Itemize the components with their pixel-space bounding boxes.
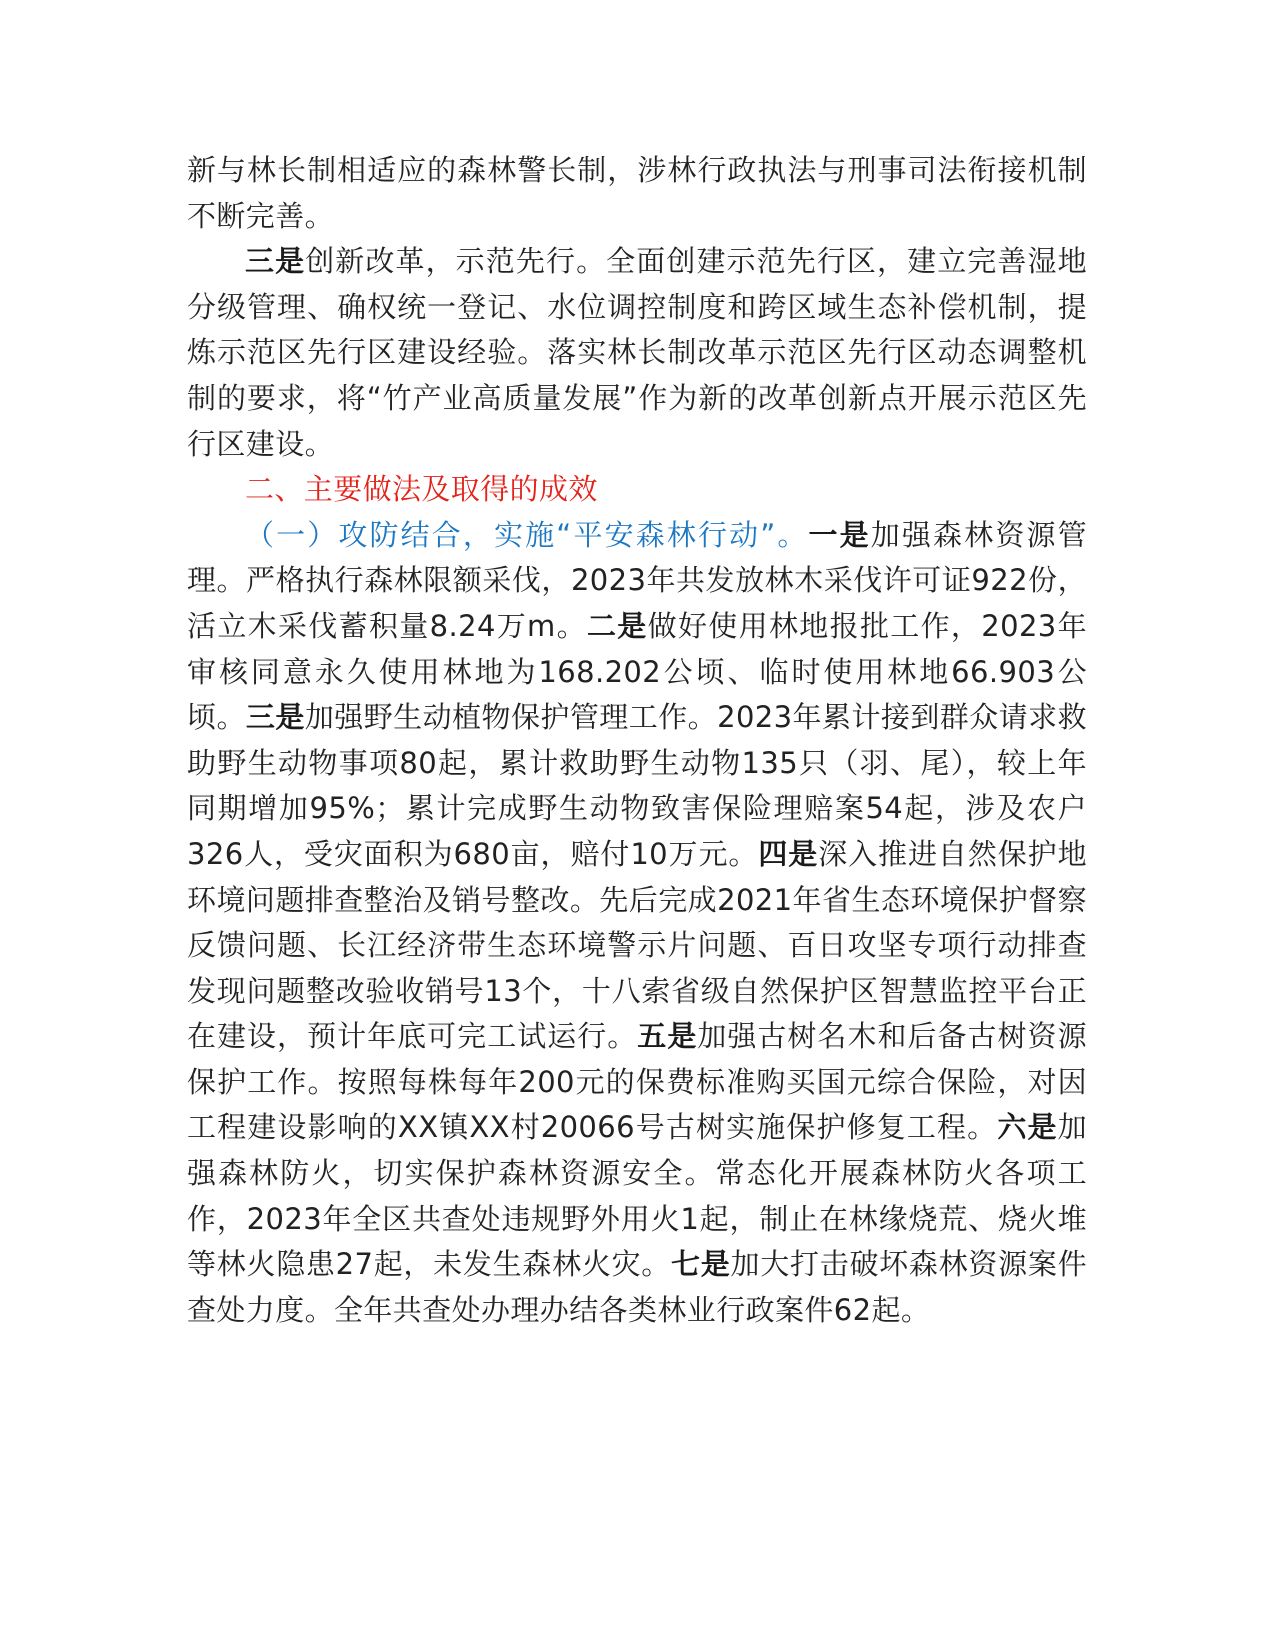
measure-6-text: 加强森林防火，切实保护森林资源安全。常态化开展森林防火各项工作，2023年全区共查处违规野外用火1起，制止在林缘烧荒、烧火堆等林火隐患27起，未发生森林火灾。 [187,1110,1087,1282]
bold-lead-san-shi-2: 三是 [245,700,305,735]
measure-2-text: 做好使用林地报批工作，2023年审核同意永久使用林地为168.202公顷、临时使用林地66.903公顷。 [187,608,1087,735]
bold-lead-yi-shi: 一是 [808,517,871,552]
bold-lead-er-shi: 二是 [586,608,648,643]
measure-3-text: 加强野生动植物保护管理工作。2023年累计接到群众请求救助野生动物事项80起，累计救助野生动物135只（羽、尾），较上年同期增加95%；累计完成野生动物致害保险理赔案54起，涉及农户326人，受灾面积为680亩，赔付10万元。 [187,700,1087,871]
section-heading: 二、主要做法及取得的成效 [245,472,598,507]
document-body [187,148,1087,1333]
paragraph-text: 创新改革，示范先行。全面创建示范先行区，建立完善湿地分级管理、确权统一登记、水位调控制度和跨区域生态补偿机制，提炼示范区先行区建设经验。落实林长制改革示范区先行区动态调整机制的要求，将“竹产业高质量发展”作为新的改革创新点开展示范区先行区建设。 [187,244,1087,461]
paragraph-measures [187,513,1087,1334]
bold-lead-san-shi: 三是 [245,244,306,279]
paragraph-text: 新与林长制相适应的森林警长制，涉林行政执法与刑事司法衔接机制不断完善。 [187,153,1087,233]
bold-lead-si-shi: 四是 [758,836,819,871]
measure-1-text: 加强森林资源管理。严格执行森林限额采伐，2023年共发放林木采伐许可证922份，活立木采伐蓄积量8.24万m。 [187,517,1087,643]
measure-7-text: 加大打击破坏森林资源案件查处力度。全年共查处办理办结各类林业行政案件62起。 [187,1247,1087,1327]
bold-lead-qi-shi: 七是 [671,1247,731,1282]
measure-4-text: 深入推进自然保护地环境问题排查整治及销号整改。先后完成2021年省生态环境保护督察反馈问题、长江经济带生态环境警示片问题、百日攻坚专项行动排查发现问题整改验收销号13个，十八索省级自然保护区智慧监控平台正在建设，预计年底可完工试运行。 [187,836,1088,1054]
subsection-heading: （一）攻防结合，实施“平安森林行动”。 [245,517,809,552]
paragraph-continuation [187,148,1087,239]
bold-lead-liu-shi: 六是 [997,1110,1058,1145]
bold-lead-wu-shi: 五是 [637,1019,698,1054]
paragraph-reform [187,239,1087,467]
measure-5-text: 加强古树名木和后备古树资源保护工作。按照每株每年200元的保费标准购买国元综合保险，对因工程建设影响的XX镇XX村20066号古树实施保护修复工程。 [187,1019,1087,1145]
